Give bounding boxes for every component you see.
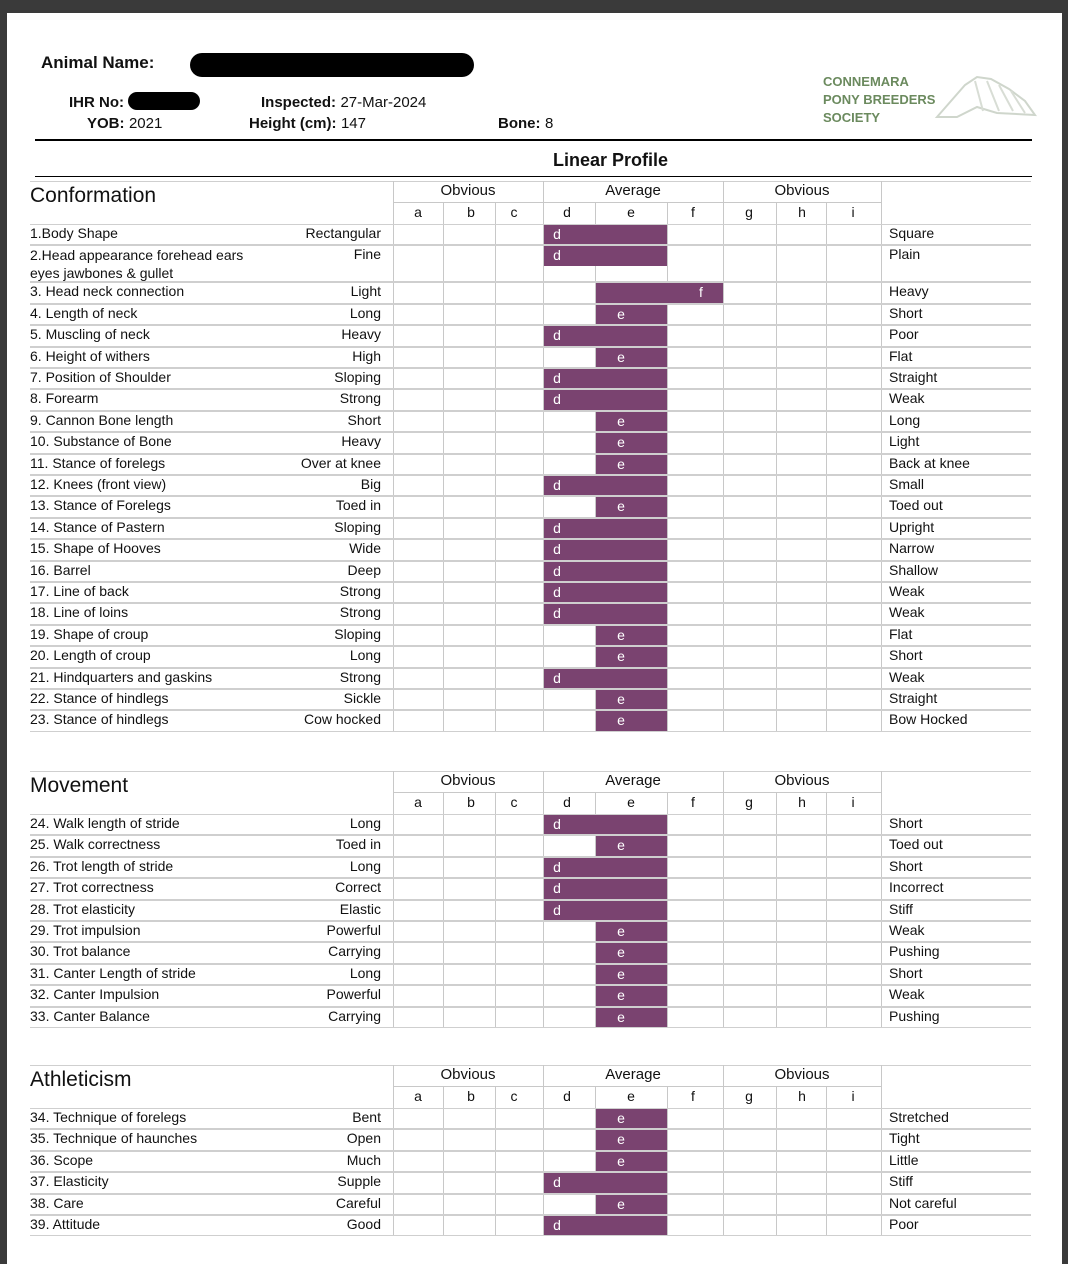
row-label: 9. Cannon Bone length	[30, 411, 174, 428]
row-right-descriptor: Straight	[889, 690, 938, 706]
column-letter-a: a	[414, 1088, 422, 1104]
row-left-descriptor: Strong	[339, 668, 381, 685]
row-right-descriptor: Pushing	[889, 1007, 940, 1024]
column-letter-b: b	[467, 794, 475, 810]
score-mark: e	[617, 305, 625, 322]
column-letter-g: g	[745, 1088, 753, 1104]
page-title: Linear Profile	[553, 150, 669, 170]
row-label: 1.Body Shape	[30, 225, 118, 241]
score-mark: f	[699, 284, 703, 301]
row-label: 28. Trot elasticity	[30, 900, 136, 917]
score-mark: d	[553, 584, 561, 600]
score-mark: d	[553, 901, 561, 918]
row-right-descriptor: Flat	[889, 347, 913, 364]
row-label: 15. Shape of Hooves	[30, 540, 161, 557]
column-group-header: Average	[605, 772, 661, 789]
row-left-descriptor: Supple	[337, 1173, 381, 1190]
column-group-header: Average	[605, 1066, 661, 1083]
column-group-header: Obvious	[440, 182, 496, 199]
row-top-line	[30, 1194, 1031, 1195]
score-mark: e	[617, 837, 625, 854]
row-top-line	[30, 1215, 1031, 1216]
row-right-descriptor: Weak	[889, 668, 925, 685]
section-title: Movement	[30, 774, 129, 797]
row-left-descriptor: Deep	[347, 561, 381, 578]
score-mark: e	[617, 434, 625, 451]
row-left-descriptor: Heavy	[341, 326, 381, 343]
score-mark: d	[553, 816, 561, 832]
logo-line-1: CONNEMARA	[823, 74, 909, 89]
row-left-descriptor: Long	[349, 964, 381, 981]
row-left-descriptor: Heavy	[341, 433, 381, 450]
score-mark: e	[617, 1131, 625, 1148]
row-label: 32. Canter Impulsion	[30, 986, 160, 1003]
score-mark: d	[553, 370, 561, 386]
score-mark: e	[617, 455, 625, 472]
score-mark: d	[553, 477, 561, 493]
row-right-descriptor: Stiff	[889, 1173, 913, 1190]
row-left-descriptor: Rectangular	[305, 225, 381, 241]
row-right-descriptor: Weak	[889, 390, 925, 407]
row-left-descriptor: Powerful	[326, 922, 381, 938]
row-right-descriptor: Short	[889, 304, 923, 321]
row-right-descriptor: Plain	[889, 246, 921, 263]
column-letter-i: i	[851, 1088, 855, 1104]
score-mark: e	[617, 712, 625, 729]
row-right-descriptor: Light	[889, 433, 920, 450]
section-title: Conformation	[30, 184, 157, 207]
row-right-descriptor: Weak	[889, 583, 925, 599]
column-letter-a: a	[414, 794, 422, 810]
row-right-descriptor: Short	[889, 647, 923, 664]
row-right-descriptor: Square	[889, 225, 935, 241]
row-left-descriptor: Strong	[339, 604, 381, 621]
column-letter-e: e	[627, 794, 635, 810]
yob-label: YOB:	[87, 115, 125, 132]
height-label: Height (cm):	[249, 115, 337, 132]
score-mark: d	[553, 391, 561, 408]
row-right-descriptor: Short	[889, 815, 923, 831]
column-letter-f: f	[691, 794, 695, 810]
score-mark: e	[617, 965, 625, 982]
row-left-descriptor: Sloping	[334, 518, 381, 535]
score-mark: e	[617, 498, 625, 515]
logo-line-3: SOCIETY	[823, 110, 881, 125]
column-letter-h: h	[798, 204, 806, 220]
row-label: 5. Muscling of neck	[30, 326, 150, 343]
row-label: 4. Length of neck	[30, 304, 138, 321]
column-letter-h: h	[798, 1088, 806, 1104]
row-label: 21. Hindquarters and gaskins	[30, 668, 213, 685]
header-mid-line	[393, 1086, 881, 1087]
row-top-line	[30, 1108, 1031, 1109]
column-letter-c: c	[510, 794, 518, 810]
column-letter-g: g	[745, 204, 753, 220]
row-label: 37. Elasticity	[30, 1173, 109, 1190]
row-label: 12. Knees (front view)	[30, 476, 167, 492]
row-left-descriptor: Light	[350, 283, 381, 300]
score-mark: d	[553, 562, 561, 579]
row-label: 14. Stance of Pastern	[30, 518, 165, 535]
row-left-descriptor: Long	[349, 857, 381, 874]
column-group-header: Average	[605, 182, 661, 199]
score-mark: e	[617, 348, 625, 365]
column-group-header: Obvious	[774, 1066, 830, 1083]
row-right-descriptor: Pushing	[889, 943, 940, 960]
row-right-descriptor: Back at knee	[889, 454, 970, 471]
row-left-descriptor: Much	[346, 1151, 381, 1168]
row-right-descriptor: Bow Hocked	[889, 711, 968, 728]
score-mark: e	[617, 1195, 625, 1212]
score-mark: e	[617, 412, 625, 429]
row-label: 35. Technique of haunches	[30, 1130, 198, 1147]
row-left-descriptor: Long	[349, 304, 381, 321]
column-letter-h: h	[798, 794, 806, 810]
row-left-descriptor: Sloping	[334, 369, 381, 385]
score-mark: d	[553, 327, 561, 344]
score-mark: e	[617, 691, 625, 707]
row-label: 22. Stance of hindlegs	[30, 690, 169, 706]
row-right-descriptor: Narrow	[889, 540, 935, 557]
score-mark: d	[553, 541, 561, 558]
row-left-descriptor: Careful	[335, 1194, 381, 1211]
column-letter-i: i	[851, 794, 855, 810]
score-bar	[596, 1152, 667, 1172]
row-left-descriptor: Wide	[349, 540, 381, 557]
score-mark: e	[617, 1008, 625, 1025]
row-label: 18. Line of loins	[30, 604, 129, 621]
row-label: 29. Trot impulsion	[30, 922, 141, 938]
row-right-descriptor: Short	[889, 964, 923, 981]
row-left-descriptor: Carrying	[328, 1007, 381, 1024]
row-left-descriptor: Sickle	[343, 690, 381, 706]
score-bar	[596, 1109, 667, 1129]
column-letter-g: g	[745, 794, 753, 810]
column-letter-b: b	[467, 204, 475, 220]
row-label: 13. Stance of Forelegs	[30, 497, 171, 514]
section-title: Athleticism	[30, 1068, 132, 1091]
row-label: 16. Barrel	[30, 561, 91, 578]
inspected-label: Inspected:	[261, 94, 337, 111]
row-left-descriptor: Fine	[353, 246, 381, 263]
score-mark: d	[553, 226, 561, 242]
score-mark: e	[617, 944, 625, 961]
row-left-descriptor: Open	[346, 1130, 381, 1147]
row-left-descriptor: Sloping	[334, 625, 381, 642]
height-value: 147	[340, 115, 366, 132]
profile-sheet	[7, 13, 1062, 1264]
row-label: 3. Head neck connection	[30, 283, 185, 300]
column-letter-d: d	[563, 204, 571, 220]
row-left-descriptor: Big	[360, 476, 381, 492]
inspected-value: 27-Mar-2024	[340, 94, 427, 111]
row-left-descriptor: High	[352, 347, 381, 364]
column-letter-d: d	[563, 794, 571, 810]
row-label: 23. Stance of hindlegs	[30, 711, 169, 728]
row-label: 11. Stance of forelegs	[30, 454, 166, 471]
row-left-descriptor: Long	[349, 815, 381, 831]
score-mark: d	[553, 880, 561, 897]
row-right-descriptor: Toed out	[889, 497, 943, 514]
row-right-descriptor: Poor	[889, 326, 919, 343]
column-letter-e: e	[627, 204, 635, 220]
score-mark: e	[617, 1110, 625, 1126]
score-mark: e	[617, 626, 625, 643]
row-left-descriptor: Bent	[352, 1109, 381, 1125]
row-top-line	[30, 1172, 1031, 1173]
row-right-descriptor: Weak	[889, 986, 925, 1003]
score-mark: d	[553, 1174, 561, 1191]
row-left-descriptor: Toed in	[335, 497, 381, 514]
column-letter-f: f	[691, 204, 695, 220]
score-mark: e	[617, 987, 625, 1004]
row-right-descriptor: Poor	[889, 1216, 919, 1232]
row-top-line	[30, 1129, 1031, 1130]
row-left-descriptor: Over at knee	[300, 454, 381, 471]
score-mark: e	[617, 1152, 625, 1169]
row-top-line	[30, 1151, 1031, 1152]
row-left-descriptor: Correct	[335, 879, 381, 896]
column-letter-e: e	[627, 1088, 635, 1104]
row-right-descriptor: Flat	[889, 625, 913, 642]
row-left-descriptor: Short	[347, 411, 381, 428]
row-right-descriptor: Toed out	[889, 836, 943, 853]
score-mark: d	[553, 605, 561, 622]
column-group-header: Obvious	[440, 1066, 496, 1083]
bone-value: 8	[544, 115, 554, 132]
row-label: 36. Scope	[30, 1151, 94, 1168]
yob-value: 2021	[128, 115, 163, 132]
column-group-header: Obvious	[440, 772, 496, 789]
row-label: 6. Height of withers	[30, 347, 150, 364]
row-right-descriptor: Stretched	[889, 1109, 949, 1125]
score-bar	[596, 1195, 667, 1215]
row-left-descriptor: Cow hocked	[303, 711, 381, 728]
row-label: 31. Canter Length of stride	[30, 964, 196, 981]
animal-name-label: Animal Name:	[41, 53, 155, 72]
row-divider	[30, 1235, 1031, 1236]
column-letter-f: f	[691, 1088, 695, 1104]
score-mark: d	[553, 858, 561, 875]
row-right-descriptor: Not careful	[889, 1194, 957, 1211]
row-right-descriptor: Upright	[889, 518, 935, 535]
row-right-descriptor: Heavy	[889, 283, 929, 300]
score-mark: d	[553, 1217, 561, 1233]
section-athleticism	[7, 13, 1062, 1264]
column-letter-i: i	[851, 204, 855, 220]
row-left-descriptor: Good	[346, 1216, 381, 1232]
row-label: 26. Trot length of stride	[30, 857, 174, 874]
row-label: 24. Walk length of stride	[30, 815, 180, 831]
row-label: 8. Forearm	[30, 390, 99, 407]
score-mark: e	[617, 648, 625, 665]
score-mark: e	[617, 923, 625, 939]
row-label: 34. Technique of forelegs	[30, 1109, 187, 1125]
score-mark: d	[553, 669, 561, 686]
row-left-descriptor: Carrying	[328, 943, 381, 960]
row-left-descriptor: Strong	[339, 583, 381, 599]
row-label: 7. Position of Shoulder	[30, 369, 171, 385]
score-mark: d	[553, 247, 561, 264]
score-bar	[596, 1130, 667, 1150]
column-letter-b: b	[467, 1088, 475, 1104]
row-right-descriptor: Incorrect	[889, 879, 944, 896]
row-right-descriptor: Weak	[889, 604, 925, 621]
row-right-descriptor: Small	[889, 476, 925, 492]
row-label: 20. Length of croup	[30, 647, 151, 664]
column-group-header: Obvious	[774, 772, 830, 789]
score-mark: d	[553, 519, 561, 536]
row-left-descriptor: Elastic	[339, 900, 381, 917]
row-left-descriptor: Powerful	[326, 986, 381, 1003]
column-letter-a: a	[414, 204, 422, 220]
row-label: 2.Head appearance forehead ears eyes jawbones & gullet	[30, 247, 244, 282]
ihr-label: IHR No:	[69, 94, 124, 111]
row-right-descriptor: Weak	[889, 922, 925, 938]
row-left-descriptor: Strong	[339, 390, 381, 407]
row-right-descriptor: Short	[889, 857, 923, 874]
row-label: 33. Canter Balance	[30, 1007, 150, 1024]
column-letter-d: d	[563, 1088, 571, 1104]
row-right-descriptor: Tight	[889, 1130, 920, 1147]
row-label: 17. Line of back	[30, 583, 129, 599]
row-label: 10. Substance of Bone	[30, 433, 172, 450]
row-label: 25. Walk correctness	[30, 836, 161, 853]
row-right-descriptor: Shallow	[889, 561, 939, 578]
column-group-header: Obvious	[774, 182, 830, 199]
row-label: 38. Care	[30, 1194, 84, 1211]
bone-label: Bone:	[498, 115, 541, 132]
row-left-descriptor: Long	[349, 647, 381, 664]
logo-line-2: PONY BREEDERS	[823, 92, 936, 107]
row-label: 27. Trot correctness	[30, 879, 154, 896]
row-right-descriptor: Straight	[889, 369, 938, 385]
row-right-descriptor: Long	[889, 411, 921, 428]
column-letter-c: c	[510, 1088, 518, 1104]
row-label: 19. Shape of croup	[30, 625, 149, 642]
column-letter-c: c	[510, 204, 518, 220]
row-label: 30. Trot balance	[30, 943, 131, 960]
row-left-descriptor: Toed in	[335, 836, 381, 853]
row-label: 39. Attitude	[30, 1216, 101, 1232]
row-right-descriptor: Stiff	[889, 900, 913, 917]
row-right-descriptor: Little	[889, 1151, 919, 1168]
